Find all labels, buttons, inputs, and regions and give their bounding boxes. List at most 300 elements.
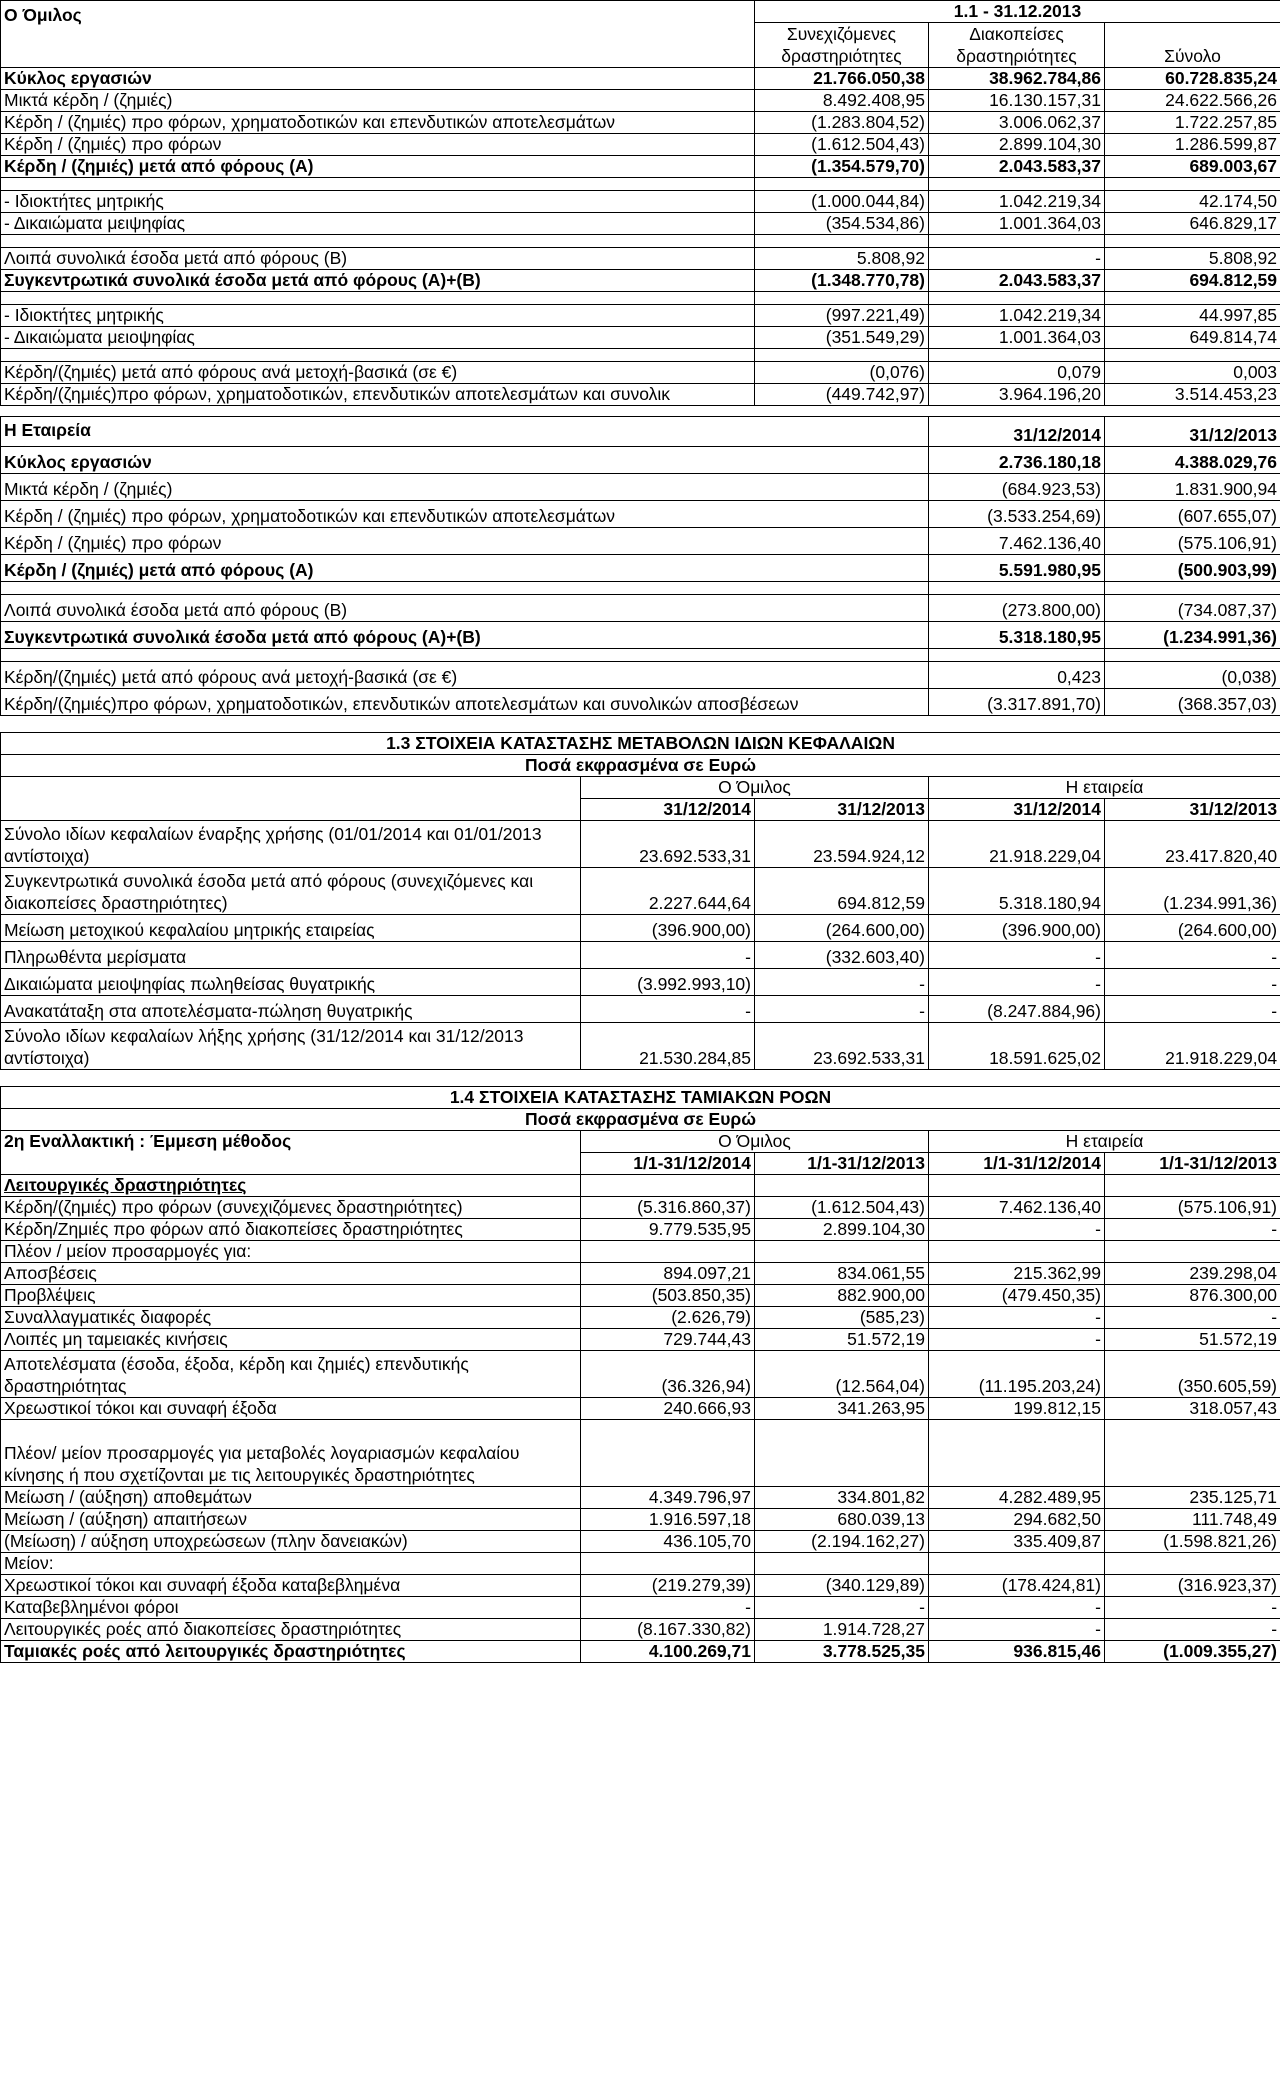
value-cell: 646.829,17 bbox=[1105, 213, 1280, 235]
value-cell: (36.326,94) bbox=[581, 1351, 755, 1398]
row-label: Κέρδη / (ζημιές) μετά από φόρους (Α) bbox=[1, 156, 755, 178]
value-cell: 4.100.269,71 bbox=[581, 1641, 755, 1663]
table-row bbox=[1, 996, 1280, 1023]
value-cell: (350.605,59) bbox=[1105, 1351, 1280, 1398]
value-cell: 4.349.796,97 bbox=[581, 1487, 755, 1509]
value-cell: (11.195.203,24) bbox=[929, 1351, 1105, 1398]
table-row bbox=[1, 191, 1280, 213]
table-row bbox=[1, 327, 1280, 349]
row-label: Κέρδη/(ζημιές) προ φόρων (συνεχιζόμενες δραστηριότητες) bbox=[1, 1197, 581, 1219]
value-cell: 1.286.599,87 bbox=[1105, 134, 1280, 156]
value-cell bbox=[929, 1420, 1105, 1487]
value-cell bbox=[1105, 1553, 1280, 1575]
row-label: Συναλλαγματικές διαφορές bbox=[1, 1307, 581, 1329]
value-cell: (1.234.991,36) bbox=[1105, 868, 1280, 915]
value-cell bbox=[755, 1241, 929, 1263]
value-cell: (340.129,89) bbox=[755, 1575, 929, 1597]
table-row bbox=[1, 248, 1280, 270]
company-results-label: Η Εταιρεία bbox=[1, 417, 929, 447]
value-cell: 3.964.196,20 bbox=[929, 384, 1105, 406]
empty-cell bbox=[929, 292, 1105, 305]
table-row bbox=[1, 1641, 1280, 1663]
empty-cell bbox=[929, 349, 1105, 362]
equity-group-label: Ο Όμιλος bbox=[581, 777, 929, 799]
value-cell: 23.692.533,31 bbox=[755, 1023, 929, 1070]
table-row bbox=[1, 447, 1280, 474]
table-row bbox=[1, 1531, 1280, 1553]
value-cell: 239.298,04 bbox=[1105, 1263, 1280, 1285]
value-cell: 936.815,46 bbox=[929, 1641, 1105, 1663]
table-row bbox=[1, 649, 1280, 662]
value-cell: 51.572,19 bbox=[755, 1329, 929, 1351]
value-cell: 1.042.219,34 bbox=[929, 191, 1105, 213]
table-row bbox=[1, 821, 1280, 868]
table-row bbox=[1, 362, 1280, 384]
value-cell: (368.357,03) bbox=[1105, 689, 1280, 716]
cashflow-method-label: 2η Εναλλακτική : Έμμεση μέθοδος bbox=[1, 1131, 581, 1175]
value-cell: - bbox=[1105, 969, 1280, 996]
value-cell: 680.039,13 bbox=[755, 1509, 929, 1531]
table-row bbox=[1, 595, 1280, 622]
value-cell: (396.900,00) bbox=[929, 915, 1105, 942]
value-cell: 694.812,59 bbox=[755, 868, 929, 915]
company-results-table bbox=[0, 416, 1280, 716]
value-cell: 1.042.219,34 bbox=[929, 305, 1105, 327]
table-row bbox=[1, 213, 1280, 235]
value-cell: - bbox=[581, 1597, 755, 1619]
value-cell: (1.283.804,52) bbox=[755, 112, 929, 134]
table-row bbox=[1, 868, 1280, 915]
value-cell: 341.263,95 bbox=[755, 1398, 929, 1420]
empty-cell bbox=[755, 235, 929, 248]
value-cell: 235.125,71 bbox=[1105, 1487, 1280, 1509]
empty-cell bbox=[1105, 292, 1280, 305]
value-cell: 1.831.900,94 bbox=[1105, 474, 1280, 501]
value-cell: (1.354.579,70) bbox=[755, 156, 929, 178]
value-cell: 3.514.453,23 bbox=[1105, 384, 1280, 406]
value-cell: 894.097,21 bbox=[581, 1263, 755, 1285]
value-cell: 5.318.180,95 bbox=[929, 622, 1105, 649]
empty-cell bbox=[1, 582, 929, 595]
table-row bbox=[1, 1351, 1280, 1398]
cashflow-body bbox=[1, 1197, 1280, 1663]
value-cell: (575.106,91) bbox=[1105, 1197, 1280, 1219]
value-cell: (1.612.504,43) bbox=[755, 1197, 929, 1219]
value-cell: 2.043.583,37 bbox=[929, 156, 1105, 178]
value-cell bbox=[755, 1553, 929, 1575]
value-cell: 0,003 bbox=[1105, 362, 1280, 384]
value-cell: (503.850,35) bbox=[581, 1285, 755, 1307]
table-row bbox=[1, 292, 1280, 305]
table-row bbox=[1, 1219, 1280, 1241]
value-cell: 3.778.525,35 bbox=[755, 1641, 929, 1663]
value-cell: - bbox=[929, 1219, 1105, 1241]
value-cell: (316.923,37) bbox=[1105, 1575, 1280, 1597]
table-row bbox=[1, 1263, 1280, 1285]
empty-cell bbox=[755, 178, 929, 191]
row-label: Ταμιακές ροές από λειτουργικές δραστηριότητες bbox=[1, 1641, 581, 1663]
value-cell: (8.167.330,82) bbox=[581, 1619, 755, 1641]
table-row bbox=[1, 1329, 1280, 1351]
row-label: Κέρδη / (ζημιές) προ φόρων bbox=[1, 528, 929, 555]
value-cell: (273.800,00) bbox=[929, 595, 1105, 622]
row-label: Κέρδη / (ζημιές) προ φόρων, χρηματοδοτικών και επενδυτικών αποτελεσμάτων bbox=[1, 112, 755, 134]
spacer bbox=[0, 406, 1280, 416]
value-cell: 5.808,92 bbox=[755, 248, 929, 270]
cashflow-section-label: Λειτουργικές δραστηριότητες bbox=[1, 1175, 581, 1197]
value-cell: (8.247.884,96) bbox=[929, 996, 1105, 1023]
value-cell: (178.424,81) bbox=[929, 1575, 1105, 1597]
empty-cell bbox=[1, 292, 755, 305]
empty-cell bbox=[1105, 178, 1280, 191]
value-cell: 436.105,70 bbox=[581, 1531, 755, 1553]
table-row bbox=[1, 528, 1280, 555]
value-cell: - bbox=[755, 969, 929, 996]
row-label: Κύκλος εργασιών bbox=[1, 68, 755, 90]
value-cell: (575.106,91) bbox=[1105, 528, 1280, 555]
row-label: Συγκεντρωτικά συνολικά έσοδα μετά από φόρους (Α)+(Β) bbox=[1, 622, 929, 649]
equity-col-3: 31/12/2014 bbox=[929, 799, 1105, 821]
value-cell: 689.003,67 bbox=[1105, 156, 1280, 178]
value-cell: 9.779.535,95 bbox=[581, 1219, 755, 1241]
cashflow-col-1: 1/1-31/12/2014 bbox=[581, 1153, 755, 1175]
value-cell: (264.600,00) bbox=[755, 915, 929, 942]
row-label: Κέρδη / (ζημιές) προ φόρων bbox=[1, 134, 755, 156]
empty-cell bbox=[755, 292, 929, 305]
empty-cell bbox=[1105, 582, 1280, 595]
value-cell: (332.603,40) bbox=[755, 942, 929, 969]
value-cell: 38.962.784,86 bbox=[929, 68, 1105, 90]
table-row bbox=[1, 178, 1280, 191]
value-cell: 2.227.644,64 bbox=[581, 868, 755, 915]
value-cell: 3.006.062,37 bbox=[929, 112, 1105, 134]
value-cell: 42.174,50 bbox=[1105, 191, 1280, 213]
row-label: Πληρωθέντα μερίσματα bbox=[1, 942, 581, 969]
value-cell: (0,038) bbox=[1105, 662, 1280, 689]
empty-cell bbox=[1, 349, 755, 362]
table-row bbox=[1, 134, 1280, 156]
value-cell: - bbox=[1105, 1619, 1280, 1641]
row-label: Πλέον/ μείον προσαρμογές για μεταβολές λογαριασμών κεφαλαίου κίνησης ή που σχετίζονται με τις λειτουργικές δραστηριότητες bbox=[1, 1420, 581, 1487]
value-cell: 2.736.180,18 bbox=[929, 447, 1105, 474]
table-row bbox=[1, 156, 1280, 178]
value-cell: 4.388.029,76 bbox=[1105, 447, 1280, 474]
table-row bbox=[1, 1597, 1280, 1619]
value-cell: - bbox=[1105, 1219, 1280, 1241]
col-total: Σύνολο bbox=[1105, 23, 1280, 68]
value-cell: (607.655,07) bbox=[1105, 501, 1280, 528]
equity-body bbox=[1, 821, 1280, 1070]
row-label: Κέρδη/(ζημιές) μετά από φόρους ανά μετοχή-βασικά (σε €) bbox=[1, 362, 755, 384]
table-row bbox=[1, 1619, 1280, 1641]
row-label: Δικαιώματα μειοψηφίας πωληθείσας θυγατρικής bbox=[1, 969, 581, 996]
row-label: Μείωση / (αύξηση) απαιτήσεων bbox=[1, 1509, 581, 1531]
value-cell: 23.594.924,12 bbox=[755, 821, 929, 868]
value-cell bbox=[581, 1553, 755, 1575]
table-row bbox=[1, 1509, 1280, 1531]
spacer bbox=[0, 1070, 1280, 1086]
value-cell: (264.600,00) bbox=[1105, 915, 1280, 942]
row-label: Σύνολο ιδίων κεφαλαίων λήξης χρήσης (31/12/2014 και 31/12/2013 αντίστοιχα) bbox=[1, 1023, 581, 1070]
cashflow-col-2: 1/1-31/12/2013 bbox=[755, 1153, 929, 1175]
table-row bbox=[1, 474, 1280, 501]
row-label: Κύκλος εργασιών bbox=[1, 447, 929, 474]
table-row bbox=[1, 942, 1280, 969]
value-cell: (1.612.504,43) bbox=[755, 134, 929, 156]
table-row bbox=[1, 969, 1280, 996]
value-cell: 1.916.597,18 bbox=[581, 1509, 755, 1531]
value-cell: (449.742,97) bbox=[755, 384, 929, 406]
value-cell: 5.808,92 bbox=[1105, 248, 1280, 270]
row-label: Πλέον / μείον προσαρμογές για: bbox=[1, 1241, 581, 1263]
value-cell: 16.130.157,31 bbox=[929, 90, 1105, 112]
value-cell: 18.591.625,02 bbox=[929, 1023, 1105, 1070]
row-label: Κέρδη/(ζημιές)προ φόρων, χρηματοδοτικών, επενδυτικών αποτελεσμάτων και συνολικών αποσβέσεων bbox=[1, 689, 929, 716]
value-cell: - bbox=[1105, 996, 1280, 1023]
equity-col-1: 31/12/2014 bbox=[581, 799, 755, 821]
value-cell: - bbox=[929, 1307, 1105, 1329]
value-cell: 21.766.050,38 bbox=[755, 68, 929, 90]
row-label: Μείωση / (αύξηση) αποθεμάτων bbox=[1, 1487, 581, 1509]
table-row bbox=[1, 1487, 1280, 1509]
value-cell: 44.997,85 bbox=[1105, 305, 1280, 327]
empty-cell bbox=[1, 178, 755, 191]
value-cell: 1.914.728,27 bbox=[755, 1619, 929, 1641]
value-cell: 1.001.364,03 bbox=[929, 213, 1105, 235]
table-row bbox=[1, 235, 1280, 248]
empty-cell bbox=[1105, 349, 1280, 362]
spacer bbox=[0, 716, 1280, 732]
row-label: Χρεωστικοί τόκοι και συναφή έξοδα καταβεβλημένα bbox=[1, 1575, 581, 1597]
table-row bbox=[1, 501, 1280, 528]
value-cell bbox=[929, 1553, 1105, 1575]
value-cell bbox=[581, 1420, 755, 1487]
row-label: Λοιπά συνολικά έσοδα μετά από φόρους (Β) bbox=[1, 248, 755, 270]
equity-table bbox=[0, 732, 1280, 1070]
value-cell: 5.318.180,94 bbox=[929, 868, 1105, 915]
row-label: Προβλέψεις bbox=[1, 1285, 581, 1307]
value-cell: 21.918.229,04 bbox=[1105, 1023, 1280, 1070]
table-row bbox=[1, 90, 1280, 112]
table-row bbox=[1, 689, 1280, 716]
value-cell: (351.549,29) bbox=[755, 327, 929, 349]
empty-cell bbox=[1, 235, 755, 248]
row-label: Κέρδη/(ζημιές) μετά από φόρους ανά μετοχή-βασικά (σε €) bbox=[1, 662, 929, 689]
value-cell: 1.001.364,03 bbox=[929, 327, 1105, 349]
value-cell: 335.409,87 bbox=[929, 1531, 1105, 1553]
value-cell: (479.450,35) bbox=[929, 1285, 1105, 1307]
value-cell: - bbox=[929, 1329, 1105, 1351]
table-row bbox=[1, 68, 1280, 90]
empty-cell bbox=[1105, 649, 1280, 662]
row-label: Ανακατάταξη στα αποτελέσματα-πώληση θυγατρικής bbox=[1, 996, 581, 1023]
value-cell: - bbox=[1105, 1307, 1280, 1329]
value-cell bbox=[1105, 1241, 1280, 1263]
table-row bbox=[1, 555, 1280, 582]
group-results-label: Ο Όμιλος bbox=[1, 1, 755, 68]
row-label: Μικτά κέρδη / (ζημιές) bbox=[1, 90, 755, 112]
row-label: (Μείωση) / αύξηση υποχρεώσεων (πλην δανειακών) bbox=[1, 1531, 581, 1553]
table-row bbox=[1, 1420, 1280, 1487]
company-col-2014: 31/12/2014 bbox=[929, 417, 1105, 447]
value-cell: 294.682,50 bbox=[929, 1509, 1105, 1531]
row-label: Λοιπές μη ταμειακές κινήσεις bbox=[1, 1329, 581, 1351]
value-cell: (2.194.162,27) bbox=[755, 1531, 929, 1553]
value-cell: 111.748,49 bbox=[1105, 1509, 1280, 1531]
empty-cell bbox=[929, 235, 1105, 248]
value-cell: 5.591.980,95 bbox=[929, 555, 1105, 582]
row-label: Μείωση μετοχικού κεφαλαίου μητρικής εταιρείας bbox=[1, 915, 581, 942]
table-row bbox=[1, 1398, 1280, 1420]
value-cell: (2.626,79) bbox=[581, 1307, 755, 1329]
value-cell: 2.899.104,30 bbox=[929, 134, 1105, 156]
value-cell: (219.279,39) bbox=[581, 1575, 755, 1597]
value-cell: 7.462.136,40 bbox=[929, 528, 1105, 555]
group-results-body bbox=[1, 68, 1280, 406]
cashflow-group-label: Ο Όμιλος bbox=[581, 1131, 929, 1153]
value-cell: (1.234.991,36) bbox=[1105, 622, 1280, 649]
row-label: Λοιπά συνολικά έσοδα μετά από φόρους (Β) bbox=[1, 595, 929, 622]
table-row bbox=[1, 1285, 1280, 1307]
row-label: Κέρδη / (ζημιές) προ φόρων, χρηματοδοτικών και επενδυτικών αποτελεσμάτων bbox=[1, 501, 929, 528]
row-label: - Ιδιοκτήτες μητρικής bbox=[1, 191, 755, 213]
value-cell: 649.814,74 bbox=[1105, 327, 1280, 349]
value-cell: (684.923,53) bbox=[929, 474, 1105, 501]
value-cell: - bbox=[755, 1597, 929, 1619]
equity-col-4: 31/12/2013 bbox=[1105, 799, 1280, 821]
value-cell: - bbox=[929, 248, 1105, 270]
cashflow-col-4: 1/1-31/12/2013 bbox=[1105, 1153, 1280, 1175]
row-label: Χρεωστικοί τόκοι και συναφή έξοδα bbox=[1, 1398, 581, 1420]
value-cell: 21.530.284,85 bbox=[581, 1023, 755, 1070]
table-row bbox=[1, 1197, 1280, 1219]
value-cell: - bbox=[581, 942, 755, 969]
value-cell: 0,423 bbox=[929, 662, 1105, 689]
row-label: Συγκεντρωτικά συνολικά έσοδα μετά από φόρους (Α)+(Β) bbox=[1, 270, 755, 292]
value-cell: - bbox=[581, 996, 755, 1023]
row-label: Μείον: bbox=[1, 1553, 581, 1575]
value-cell: - bbox=[929, 969, 1105, 996]
value-cell: 7.462.136,40 bbox=[929, 1197, 1105, 1219]
value-cell: 0,079 bbox=[929, 362, 1105, 384]
value-cell: 4.282.489,95 bbox=[929, 1487, 1105, 1509]
value-cell: - bbox=[755, 996, 929, 1023]
table-row bbox=[1, 349, 1280, 362]
value-cell: - bbox=[929, 942, 1105, 969]
table-row bbox=[1, 270, 1280, 292]
row-label: Κέρδη/(ζημιές)προ φόρων, χρηματοδοτικών, επενδυτικών αποτελεσμάτων και συνολικ bbox=[1, 384, 755, 406]
value-cell: (396.900,00) bbox=[581, 915, 755, 942]
col-discontinued: Διακοπείσες δραστηριότητες bbox=[929, 23, 1105, 68]
value-cell: 23.692.533,31 bbox=[581, 821, 755, 868]
table-row bbox=[1, 305, 1280, 327]
value-cell: (3.317.891,70) bbox=[929, 689, 1105, 716]
value-cell: 882.900,00 bbox=[755, 1285, 929, 1307]
row-label: Κέρδη / (ζημιές) μετά από φόρους (Α) bbox=[1, 555, 929, 582]
value-cell: 8.492.408,95 bbox=[755, 90, 929, 112]
value-cell: 60.728.835,24 bbox=[1105, 68, 1280, 90]
cashflow-company-label: Η εταιρεία bbox=[929, 1131, 1280, 1153]
empty-cell bbox=[1105, 235, 1280, 248]
value-cell: (734.087,37) bbox=[1105, 595, 1280, 622]
table-row bbox=[1, 582, 1280, 595]
value-cell: (5.316.860,37) bbox=[581, 1197, 755, 1219]
table-row bbox=[1, 662, 1280, 689]
value-cell: 694.812,59 bbox=[1105, 270, 1280, 292]
value-cell: - bbox=[1105, 1597, 1280, 1619]
value-cell: (997.221,49) bbox=[755, 305, 929, 327]
row-label: Μικτά κέρδη / (ζημιές) bbox=[1, 474, 929, 501]
company-col-2013: 31/12/2013 bbox=[1105, 417, 1280, 447]
value-cell: 318.057,43 bbox=[1105, 1398, 1280, 1420]
value-cell: (585,23) bbox=[755, 1307, 929, 1329]
value-cell: - bbox=[929, 1597, 1105, 1619]
value-cell: (3.992.993,10) bbox=[581, 969, 755, 996]
empty-cell bbox=[929, 649, 1105, 662]
table-row bbox=[1, 1553, 1280, 1575]
value-cell: (1.348.770,78) bbox=[755, 270, 929, 292]
table-row bbox=[1, 112, 1280, 134]
value-cell: (3.533.254,69) bbox=[929, 501, 1105, 528]
value-cell: 876.300,00 bbox=[1105, 1285, 1280, 1307]
row-label: - Δικαιώματα μειψηφίας bbox=[1, 213, 755, 235]
value-cell: 51.572,19 bbox=[1105, 1329, 1280, 1351]
empty-cell bbox=[929, 582, 1105, 595]
value-cell: 215.362,99 bbox=[929, 1263, 1105, 1285]
value-cell: 834.061,55 bbox=[755, 1263, 929, 1285]
empty-cell bbox=[1, 649, 929, 662]
table-row bbox=[1, 384, 1280, 406]
row-label: Συγκεντρωτικά συνολικά έσοδα μετά από φόρους (συνεχιζόμενες και διακοπείσες δραστηριότητες) bbox=[1, 868, 581, 915]
row-label: - Ιδιοκτήτες μητρικής bbox=[1, 305, 755, 327]
row-label: Λειτουργικές ροές από διακοπείσες δραστηριότητες bbox=[1, 1619, 581, 1641]
table-row bbox=[1, 1023, 1280, 1070]
value-cell: 240.666,93 bbox=[581, 1398, 755, 1420]
row-label: Αποσβέσεις bbox=[1, 1263, 581, 1285]
value-cell bbox=[929, 1241, 1105, 1263]
cashflow-subtitle: Ποσά εκφρασμένα σε Ευρώ bbox=[1, 1109, 1280, 1131]
row-label: Κέρδη/Ζημιές προ φόρων από διακοπείσες δραστηριότητες bbox=[1, 1219, 581, 1241]
value-cell bbox=[1105, 1420, 1280, 1487]
equity-subtitle: Ποσά εκφρασμένα σε Ευρώ bbox=[1, 755, 1280, 777]
value-cell: (0,076) bbox=[755, 362, 929, 384]
equity-col-2: 31/12/2013 bbox=[755, 799, 929, 821]
value-cell: (1.598.821,26) bbox=[1105, 1531, 1280, 1553]
row-label: - Δικαιώματα μειοψηφίας bbox=[1, 327, 755, 349]
value-cell: - bbox=[929, 1619, 1105, 1641]
value-cell: (354.534,86) bbox=[755, 213, 929, 235]
row-label: Καταβεβλημένοι φόροι bbox=[1, 1597, 581, 1619]
value-cell: 729.744,43 bbox=[581, 1329, 755, 1351]
equity-company-label: Η εταιρεία bbox=[929, 777, 1280, 799]
value-cell: 199.812,15 bbox=[929, 1398, 1105, 1420]
value-cell: 23.417.820,40 bbox=[1105, 821, 1280, 868]
cashflow-table bbox=[0, 1086, 1280, 1663]
value-cell: (1.009.355,27) bbox=[1105, 1641, 1280, 1663]
value-cell bbox=[581, 1241, 755, 1263]
value-cell: (1.000.044,84) bbox=[755, 191, 929, 213]
table-row bbox=[1, 1307, 1280, 1329]
empty-cell bbox=[755, 349, 929, 362]
value-cell: 21.918.229,04 bbox=[929, 821, 1105, 868]
row-label: Σύνολο ιδίων κεφαλαίων έναρξης χρήσης (01/01/2014 και 01/01/2013 αντίστοιχα) bbox=[1, 821, 581, 868]
cashflow-col-3: 1/1-31/12/2014 bbox=[929, 1153, 1105, 1175]
table-row bbox=[1, 1241, 1280, 1263]
value-cell: (12.564,04) bbox=[755, 1351, 929, 1398]
col-continuing: Συνεχιζόμενες δραστηριότητες bbox=[755, 23, 929, 68]
value-cell: 2.899.104,30 bbox=[755, 1219, 929, 1241]
value-cell: 334.801,82 bbox=[755, 1487, 929, 1509]
